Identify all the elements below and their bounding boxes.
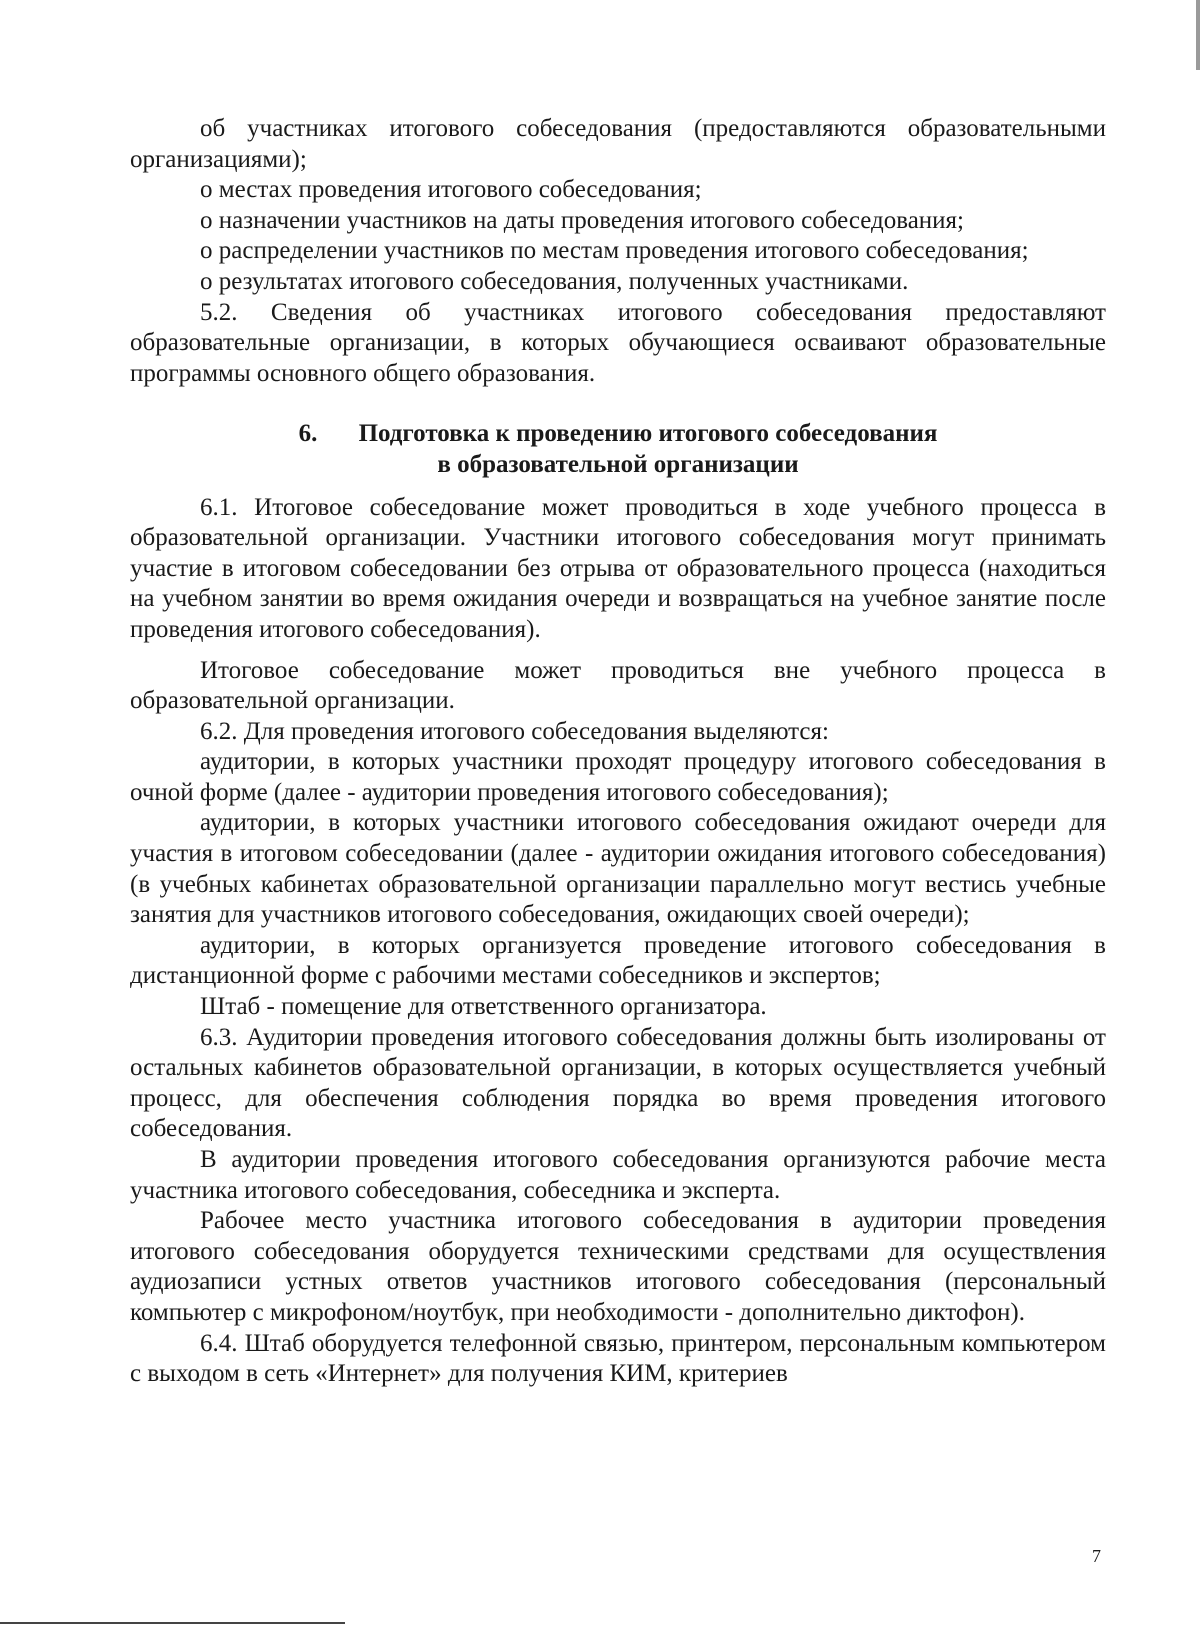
- page-number: 7: [1092, 1546, 1101, 1566]
- section-title-line2: в образовательной организации: [437, 450, 799, 478]
- document-page: [130, 114, 1106, 1390]
- paragraph-6-3: 6.3. Аудитории проведения итогового собеседования должны быть изолированы от остальных кабинетов образовательной организации, в которых осуществляется учебный процесс, для обеспечения соблюдения порядка во время проведения итогового собеседования.: [130, 1023, 1106, 1143]
- scan-edge-line: [0, 1622, 345, 1624]
- paragraph-participants: об участниках итогового собеседования (предоставляются образовательными организациями);: [130, 115, 1106, 173]
- section-title-line1: Подготовка к проведению итогового собеседования: [358, 420, 938, 448]
- paragraph-5-2: 5.2. Сведения об участниках итогового собеседования предоставляют образовательные организации, в которых обучающиеся осваивают образовательные программы основного общего образования.: [130, 298, 1106, 387]
- section-heading: [130, 419, 1106, 480]
- section-number: 6.: [298, 420, 318, 448]
- scan-edge-mark: [1196, 0, 1200, 70]
- paragraph-headquarters: Штаб - помещение для ответственного организатора.: [200, 993, 767, 1021]
- paragraph-rooms-remote: аудитории, в которых организуется проведение итогового собеседования в дистанционной форме с рабочими местами собеседников и экспертов;: [130, 931, 1106, 990]
- paragraph-participant-workplace: Рабочее место участника итогового собеседования в аудитории проведения итогового собеседования оборудуется техническими средствами для осуществления аудиозаписи устных ответов участников итогового собеседования (персональный компьютер с микрофоном/ноутбук, при необходимости - дополнительно диктофон).: [130, 1207, 1106, 1326]
- paragraph-workplaces: В аудитории проведения итогового собеседования организуются рабочие места участника итогового собеседования, собеседника и эксперта.: [130, 1146, 1106, 1204]
- paragraph-rooms-waiting: аудитории, в которых участники итогового собеседования ожидают очереди для участия в итоговом собеседовании (далее - аудитории ожидания итогового собеседования) (в учебных кабинетах образовательной организации параллельно могут вестись учебные занятия для участников итогового собеседования, ожидающих своей очереди);: [130, 809, 1106, 929]
- paragraph-locations: о местах проведения итогового собеседования;: [200, 176, 702, 204]
- paragraph-6-4: 6.4. Штаб оборудуется телефонной связью, принтером, персональным компьютером с выходом в сеть «Интернет» для получения КИМ, критериев: [130, 1329, 1106, 1388]
- paragraph-assignment-dates: о назначении участников на даты проведения итогового собеседования;: [200, 206, 964, 234]
- paragraph-6-2: 6.2. Для проведения итогового собеседования выделяются:: [200, 717, 829, 745]
- paragraph-outside-process: Итоговое собеседование может проводиться вне учебного процесса в образовательной организации.: [130, 656, 1106, 715]
- paragraph-6-1: 6.1. Итоговое собеседование может проводиться в ходе учебного процесса в образовательной организации. Участники итогового собеседования могут принимать участие в итоговом собеседовании без отрыва от образовательного процесса (находиться на учебном занятии во время ожидания очереди и возвращаться на учебное занятие после проведения итогового собеседования).: [130, 493, 1106, 643]
- paragraph-results: о результатах итогового собеседования, полученных участниками.: [200, 267, 909, 295]
- paragraph-distribution: о распределении участников по местам проведения итогового собеседования;: [200, 237, 1029, 265]
- paragraph-rooms-conduct: аудитории, в которых участники проходят процедуру итогового собеседования в очной форме (далее - аудитории проведения итогового собеседования);: [130, 748, 1106, 806]
